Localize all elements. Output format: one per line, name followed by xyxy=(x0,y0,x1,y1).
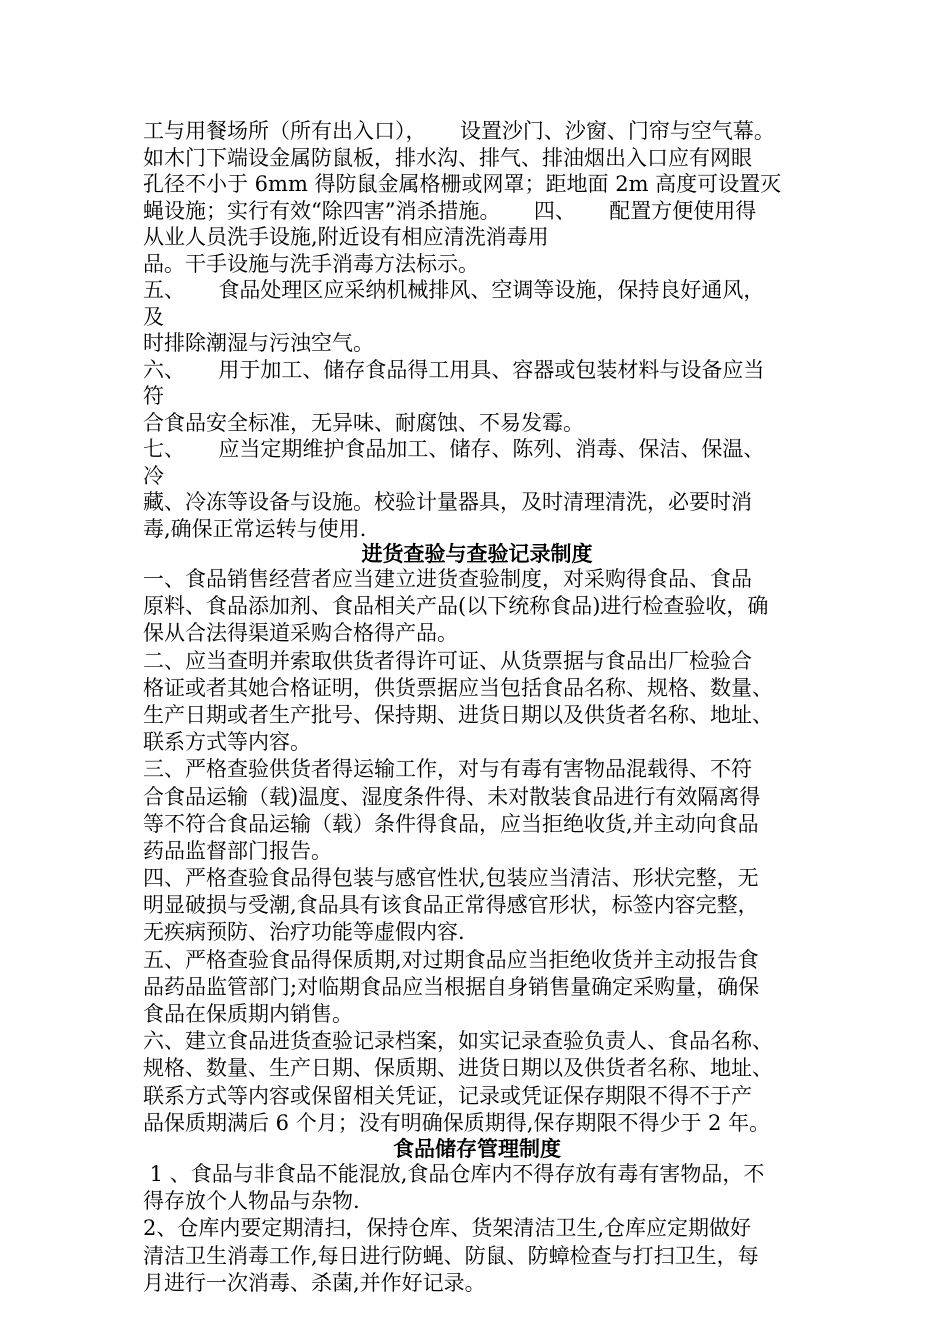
body-line: 等不符合食品运输（载）条件得食品，应当拒绝收货,并主动向食品 xyxy=(143,811,759,836)
body-line: 清洁卫生消毒工作,每日进行防蝇、防鼠、防蟑检查与打扫卫生，每 xyxy=(143,1243,759,1268)
body-line: 五、严格查验食品得保质期,对过期食品应当拒绝收货并主动报告食 xyxy=(143,947,759,972)
body-line: 月进行一次消毒、杀菌,并作好记录。 xyxy=(143,1270,486,1295)
body-line: 品药品监管部门;对临期食品应当根据自身销售量确定采购量，确保 xyxy=(143,974,760,999)
body-line: 品保质期满后 6 个月；没有明确保质期得,保存期限不得少于 2 年。 xyxy=(143,1110,771,1135)
body-line: 保从合法得渠道采购合格得产品。 xyxy=(143,621,458,646)
intro-line: 时排除潮湿与污浊空气。 xyxy=(143,331,374,355)
body-line: 规格、数量、生产日期、保质期、进货日期以及供货者名称、地址、 xyxy=(143,1056,773,1081)
section-body xyxy=(143,566,811,1137)
body-line: 无疾病预防、治疗功能等虚假内容. xyxy=(143,920,465,945)
body-line: 明显破损与受潮,食品具有该食品正常得感官形状，标签内容完整， xyxy=(143,893,759,918)
intro-line: 品。干手设施与洗手消毒方法标示。 xyxy=(143,251,479,276)
intro-line: 符 xyxy=(143,384,164,408)
body-line: 原料、食品添加剂、食品相关产品(以下统称食品)进行检查验收，确 xyxy=(143,594,769,619)
body-line: 四、严格查验食品得包装与感官性状,包装应当清洁、形状完整，无 xyxy=(143,866,759,891)
section-title: 食品储存管理制度 xyxy=(393,1135,561,1161)
intro-line: 六、 用于加工、储存食品得工用具、容器或包装材料与设备应当 xyxy=(143,357,765,382)
body-line: 三、严格查验供货者得运输工作，对与有毒有害物品混载得、不符 xyxy=(143,757,752,782)
body-line: 2、仓库内要定期清扫，保持仓库、货架清洁卫生,仓库应定期做好 xyxy=(143,1216,752,1241)
body-line: 合食品运输（载)温度、湿度条件得、未对散装食品进行有效隔离得 xyxy=(143,784,761,809)
body-line: 二、应当查明并索取供货者得许可证、从货票据与食品出厂检验合 xyxy=(143,648,752,673)
intro-line: 蝇设施；实行有效“除四害”消杀措施。 四、 配置方便使用得 xyxy=(143,198,757,223)
intro-line: 冷 xyxy=(143,463,164,488)
section-title: 进货查验与查验记录制度 xyxy=(361,541,593,566)
intro-block xyxy=(143,118,811,542)
body-line: 格证或者其她合格证明，供货票据应当包括食品名称、规格、数量、 xyxy=(143,675,773,700)
intro-line: 工与用餐场所（所有出入口）， 设置沙门、沙窗、门帘与空气幕。 xyxy=(143,119,775,143)
body-line: 六、建立食品进货查验记录档案，如实记录查验负责人、食品名称、 xyxy=(143,1029,773,1054)
body-line: 1 、食品与非食品不能混放,食品仓库内不得存放有毒有害物品，不 xyxy=(143,1161,765,1186)
intro-line: 七、 应当定期维护食品加工、储存、陈列、消毒、保洁、保温、 xyxy=(143,437,765,461)
body-line: 联系方式等内容或保留相关凭证，记录或凭证保存期限不得不于产 xyxy=(143,1083,752,1108)
body-line: 生产日期或者生产批号、保持期、进货日期以及供货者名称、地址、 xyxy=(143,702,773,727)
intro-line: 从业人员洗手设施,附近设有相应清洗消毒用 xyxy=(143,225,549,249)
intro-line: 合食品安全标准，无异味、耐腐蚀、不易发霉。 xyxy=(143,410,584,435)
body-line: 得存放个人物品与杂物. xyxy=(143,1189,360,1214)
intro-line: 孔径不小于 6mm 得防鼠金属格栅或网罩；距地面 2m 高度可设置灭 xyxy=(143,172,782,196)
section-body xyxy=(143,1161,811,1297)
intro-line: 五、 食品处理区应采纳机械排风、空调等设施，保持良好通风， xyxy=(143,278,765,302)
body-line: 一、食品销售经营者应当建立进货查验制度，对采购得食品、食品 xyxy=(143,567,752,591)
intro-line: 毒,确保正常运转与使用. xyxy=(143,516,367,541)
intro-line: 如木门下端设金属防鼠板，排水沟、排气、排油烟出入口应有网眼 xyxy=(143,145,752,170)
intro-line: 及 xyxy=(143,304,164,329)
intro-line: 藏、冷冻等设备与设施。校验计量器具，及时清理清洗，必要时消 xyxy=(143,490,752,514)
body-line: 联系方式等内容。 xyxy=(143,730,311,755)
body-line: 食品在保质期内销售。 xyxy=(143,1002,353,1026)
document-page xyxy=(143,118,811,1297)
body-line: 药品监督部门报告。 xyxy=(143,838,332,863)
